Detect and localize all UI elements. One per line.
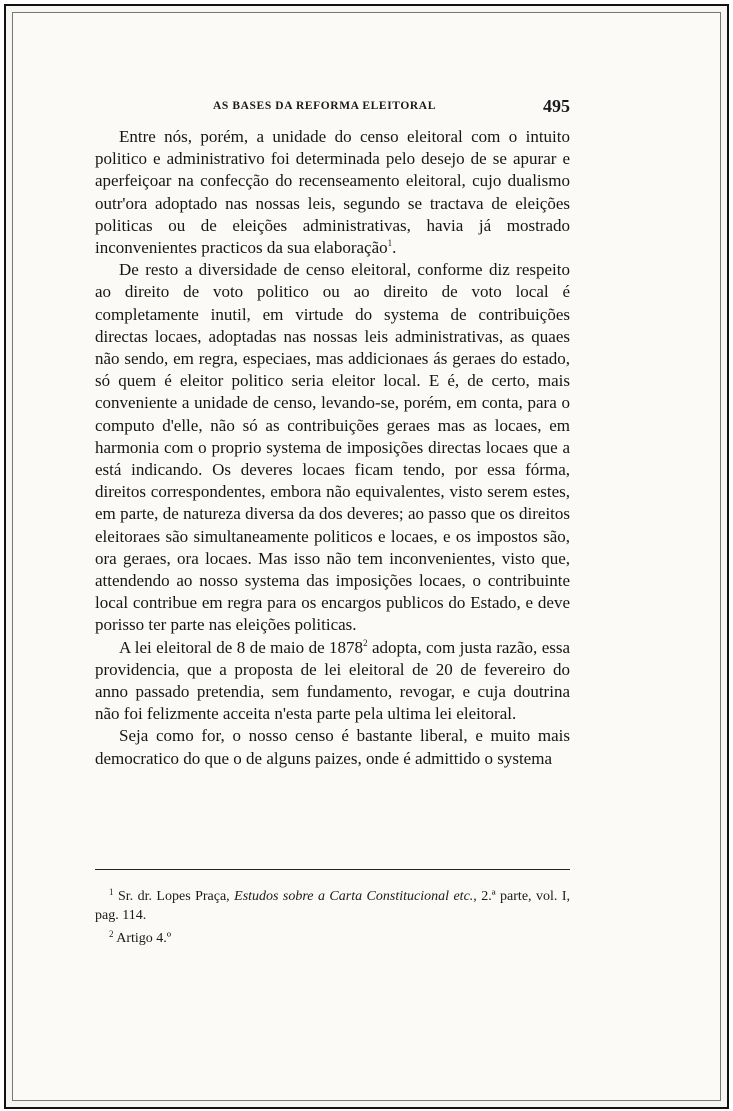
body-text — [95, 126, 570, 770]
paragraph-3 — [95, 637, 570, 726]
page-number: 495 — [543, 96, 570, 116]
footnote-2-marker: 2 — [109, 929, 114, 939]
footnote-1-text-a: Sr. dr. Lopes Praça, — [117, 889, 230, 904]
paragraph-1-end: . — [392, 238, 397, 258]
paragraph-4: Seja como for, o nosso censo é bastante liberal, e muito mais democratico do que o de alguns paizes, onde é admittido o systema — [95, 726, 570, 768]
paragraph-3-text-b: adopta, com justa razão, essa providencia, que a proposta de lei eleitoral de 20 de fevereiro do anno passado pretendia, sem fundamento, revogar, e cuja doutrina não foi felizmente acceita n'esta parte pela ultima lei eleitoral. — [95, 637, 571, 724]
paragraph-2: De resto a diversidade de censo eleitoral, conforme diz respeito ao direito de voto politico ou ao direito de voto local é completamente inutil, em virtude do systema de contribuições directas locaes, adoptadas nas nossas leis administrativas, as quaes não sendo, em regra, especiaes, mas addicionaes ás geraes do estado, só quem é eleitor politico seria eleitor local. E é, de certo, mais conveniente a unidade de censo, levando-se, porém, em conta, para o computo d'elle, não só as contribuições geraes mas as locaes, em harmonia com o proprio systema de imposições directas locaes que a está indicando. Os deveres locaes ficam tendo, por essa fórma, direitos correspondentes, embora não equivalentes, visto serem estes, em parte, de natureza diversa da dos deveres; ao passo que os direitos eleitoraes são simultaneamente politicos e locaes, e os impostos são, ora geraes, ora locaes. Mas isso não tem inconvenientes, visto que, attendendo ao nosso systema das imposições locaes, o contribuinte local contribue em regra para os encargos publicos do Estado, e deve porisso ter parte nas eleições politicas. — [95, 260, 570, 635]
footnote-1 — [95, 883, 570, 925]
footnote-ref-1: 1 — [387, 238, 393, 249]
paragraph-1 — [95, 126, 570, 259]
footnote-1-marker: 1 — [109, 887, 114, 897]
paragraph-1-text: Entre nós, porém, a unidade do censo eleitoral com o intuito politico e administrativo foi determinada pelo desejo de se apurar e aperfeiçoar na confecção do recenseamento eleitoral, cujo dualismo outr'ora adoptado nas nossas leis, segundo se tractava de eleições politicas ou de eleições administrativas, havia já mostrado inconvenientes practicos da sua elaboração — [95, 127, 570, 258]
footnote-2 — [95, 925, 570, 948]
footnote-1-title: Estudos sobre a Carta Constitucional etc. — [234, 889, 474, 904]
page-header — [95, 96, 570, 120]
footnote-ref-2: 2 — [363, 637, 368, 648]
footnote-divider — [95, 869, 570, 870]
running-title: AS BASES DA REFORMA ELEITORAL — [213, 100, 436, 112]
footnote-1-text-b: , 2.ª parte, vol. I, pag. 114. — [95, 889, 570, 923]
paragraph-3-text-a: A lei eleitoral de 8 de maio de 1878 — [119, 637, 364, 657]
footnotes — [95, 883, 570, 948]
footnote-2-text: Artigo 4.º — [116, 931, 172, 946]
